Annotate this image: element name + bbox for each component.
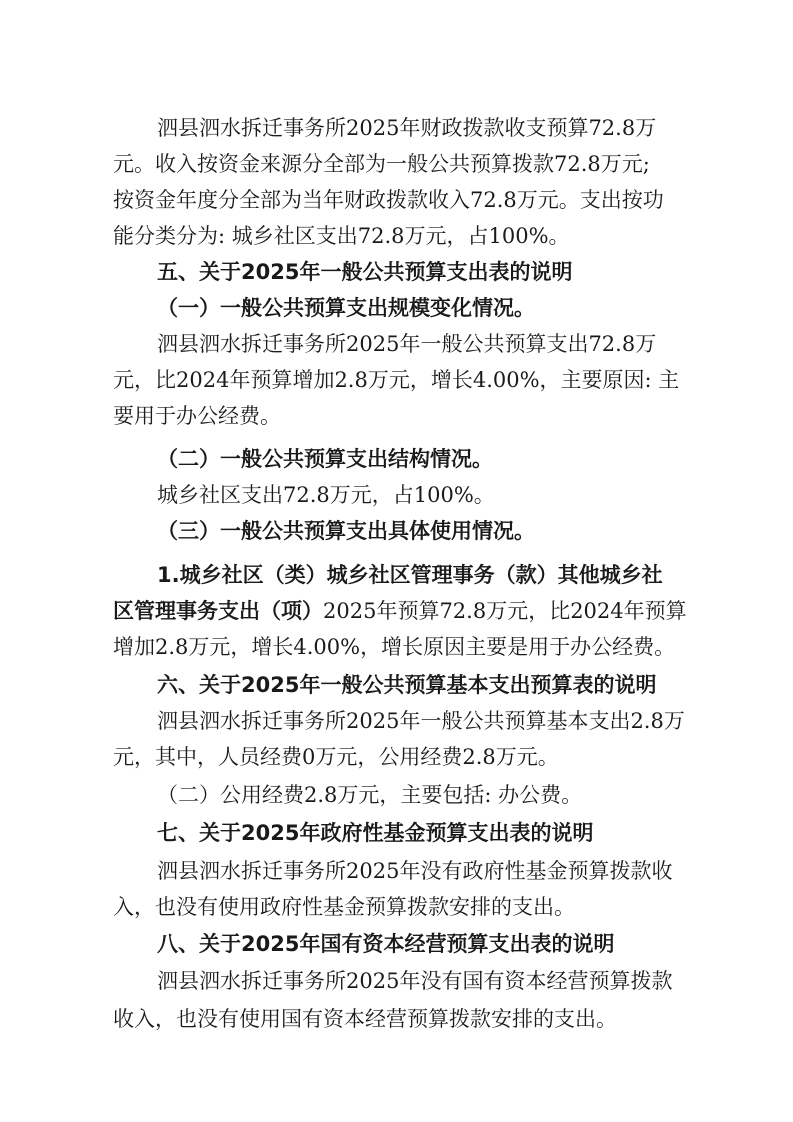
section-heading-5: 五、关于2025年一般公共预算支出表的说明: [157, 260, 573, 284]
section-heading-8: 八、关于2025年国有资本经营预算支出表的说明: [157, 932, 615, 956]
item-1-title-continuation: 区管理事务支出（项）: [113, 599, 323, 623]
item-1-line-2: [0, 593, 793, 629]
body-text-line: 元，其中，人员经费0万元，公用经费2.8万元。: [113, 745, 559, 769]
subheading-5-3: （三）一般公共预算支出具体使用情况。: [157, 519, 535, 543]
body-text-line: 收入，也没有使用国有资本经营预算拨款安排的支出。: [113, 1007, 617, 1031]
subheading-5-2: （二）一般公共预算支出结构情况。: [157, 447, 493, 471]
body-text-line: 城乡社区支出72.8万元，占100%。: [157, 483, 495, 507]
item-1-text: 2025年预算72.8万元，比2024年预算: [323, 599, 687, 623]
body-text-line: 泗县泗水拆迁事务所2025年一般公共预算基本支出2.8万: [157, 709, 685, 733]
subheading-5-1: （一）一般公共预算支出规模变化情况。: [157, 296, 535, 320]
body-text-line: 元。收入按资金来源分全部为一般公共预算拨款72.8万元;: [113, 152, 650, 176]
item-1-heading: 1.城乡社区（类）城乡社区管理事务（款）其他城乡社: [157, 563, 663, 587]
body-text-line: 按资金年度分全部为当年财政拨款收入72.8万元。支出按功: [113, 188, 664, 212]
body-text-line: 能分类分为: 城乡社区支出72.8万元，占100%。: [113, 224, 570, 248]
body-text-line: 泗县泗水拆迁事务所2025年没有政府性基金预算拨款收: [157, 859, 673, 883]
body-text-line: 泗县泗水拆迁事务所2025年一般公共预算支出72.8万: [157, 332, 657, 356]
section-heading-7: 七、关于2025年政府性基金预算支出表的说明: [157, 821, 594, 845]
section-heading-6: 六、关于2025年一般公共预算基本支出预算表的说明: [157, 673, 657, 697]
body-text-line: （二）公用经费2.8万元，主要包括: 办公费。: [157, 783, 583, 807]
body-text-line: 要用于办公经费。: [113, 404, 281, 428]
body-text-line: 入，也没有使用政府性基金预算拨款安排的支出。: [113, 895, 575, 919]
body-text-line: 泗县泗水拆迁事务所2025年没有国有资本经营预算拨款: [157, 969, 673, 993]
body-text-line: 增加2.8万元，增长4.00%，增长原因主要是用于办公经费。: [113, 635, 676, 659]
body-text-line: 泗县泗水拆迁事务所2025年财政拨款收支预算72.8万: [157, 116, 657, 140]
body-text-line: 元，比2024年预算增加2.8万元，增长4.00%，主要原因: 主: [113, 368, 680, 392]
